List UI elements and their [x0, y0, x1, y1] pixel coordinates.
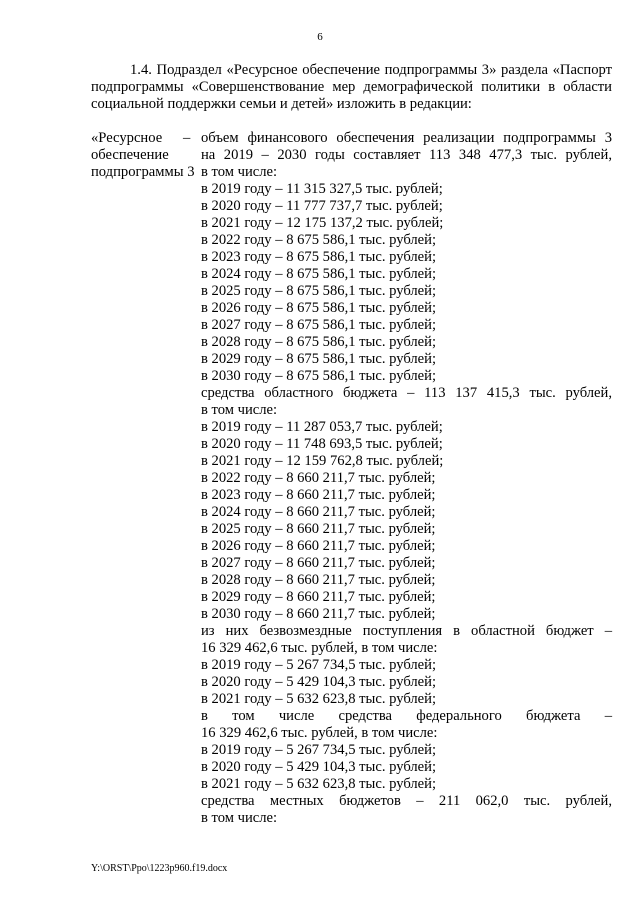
year-amount-line: в 2024 году – 8 660 211,7 тыс. рублей; [201, 504, 436, 520]
in-that-number: в том числе: [201, 402, 278, 418]
year-amount-line: в 2030 году – 8 675 586,1 тыс. рублей; [201, 368, 437, 384]
regional-line: средства областного бюджета – 113 137 415,3 тыс. рублей, [201, 385, 612, 401]
year-amount-line: в 2026 году – 8 675 586,1 тыс. рублей; [201, 300, 437, 316]
year-amount-line: в 2019 году – 5 267 734,5 тыс. рублей; [201, 657, 437, 673]
year-amount-line: в 2019 году – 11 287 053,7 тыс. рублей; [201, 419, 443, 435]
regional-years-list [201, 419, 612, 623]
year-amount-line: в 2024 году – 8 675 586,1 тыс. рублей; [201, 266, 437, 282]
file-path-footer: Y:\ORST\Ppo\1223p960.f19.docx [91, 863, 228, 874]
intro-text: 1.4. Подраздел «Ресурсное обеспечение подпрограммы 3» раздела «Паспорт подпрограммы «Совершенствование мер демографической политики в области социальной поддержки семьи и детей» изложить в редакции: [91, 62, 612, 112]
section-label-line: «Ресурсное [91, 130, 163, 146]
year-amount-line: в 2029 году – 8 660 211,7 тыс. рублей; [201, 589, 436, 605]
page-number: 6 [317, 31, 323, 43]
year-amount-line: в 2021 году – 5 632 623,8 тыс. рублей; [201, 691, 437, 707]
grants-line: из них безвозмездные поступления в областной бюджет – [201, 623, 612, 639]
year-amount-line: в 2027 году – 8 660 211,7 тыс. рублей; [201, 555, 436, 571]
year-amount-line: в 2020 году – 11 748 693,5 тыс. рублей; [201, 436, 443, 452]
year-amount-line: в 2021 году – 12 159 762,8 тыс. рублей; [201, 453, 444, 469]
year-amount-line: в 2023 году – 8 660 211,7 тыс. рублей; [201, 487, 436, 503]
section-label-line: обеспечение [91, 147, 169, 163]
year-amount-line: в 2020 году – 5 429 104,3 тыс. рублей; [201, 759, 437, 775]
year-amount-line: в 2029 году – 8 675 586,1 тыс. рублей; [201, 351, 437, 367]
section-label-line: подпрограммы 3 [91, 164, 195, 180]
year-amount-line: в 2027 году – 8 675 586,1 тыс. рублей; [201, 317, 437, 333]
federal-line: в том числе средства федерального бюджета – [201, 708, 612, 724]
year-amount-line: в 2021 году – 12 175 137,2 тыс. рублей; [201, 215, 444, 231]
in-that-number: в том числе: [201, 164, 278, 180]
year-amount-line: в 2028 году – 8 675 586,1 тыс. рублей; [201, 334, 437, 350]
funding-details [201, 130, 612, 827]
year-amount-line: в 2020 году – 5 429 104,3 тыс. рублей; [201, 674, 437, 690]
year-amount-line: в 2028 году – 8 660 211,7 тыс. рублей; [201, 572, 436, 588]
year-amount-line: в 2026 году – 8 660 211,7 тыс. рублей; [201, 538, 436, 554]
year-amount-line: в 2021 году – 5 632 623,8 тыс. рублей; [201, 776, 437, 792]
federal-line: 16 329 462,6 тыс. рублей, в том числе: [201, 725, 438, 741]
label-dash: – [183, 130, 191, 146]
local-line: средства местных бюджетов – 211 062,0 тыс. рублей, [201, 793, 612, 809]
year-amount-line: в 2025 году – 8 675 586,1 тыс. рублей; [201, 283, 437, 299]
total-years-list [201, 181, 612, 385]
grants-line: 16 329 462,6 тыс. рублей, в том числе: [201, 640, 438, 656]
year-amount-line: в 2022 году – 8 660 211,7 тыс. рублей; [201, 470, 436, 486]
year-amount-line: в 2020 году – 11 777 737,7 тыс. рублей; [201, 198, 443, 214]
federal-years-list [201, 742, 612, 793]
total-line: объем финансового обеспечения реализации подпрограммы 3 [201, 130, 612, 146]
year-amount-line: в 2030 году – 8 660 211,7 тыс. рублей; [201, 606, 436, 622]
year-amount-line: в 2019 году – 5 267 734,5 тыс. рублей; [201, 742, 437, 758]
intro-paragraph [91, 62, 612, 113]
year-amount-line: в 2023 году – 8 675 586,1 тыс. рублей; [201, 249, 437, 265]
total-line: на 2019 – 2030 годы составляет 113 348 477,3 тыс. рублей, [201, 147, 612, 163]
in-that-number: в том числе: [201, 810, 278, 826]
year-amount-line: в 2019 году – 11 315 327,5 тыс. рублей; [201, 181, 443, 197]
year-amount-line: в 2022 году – 8 675 586,1 тыс. рублей; [201, 232, 437, 248]
grants-years-list [201, 657, 612, 708]
year-amount-line: в 2025 году – 8 660 211,7 тыс. рублей; [201, 521, 436, 537]
